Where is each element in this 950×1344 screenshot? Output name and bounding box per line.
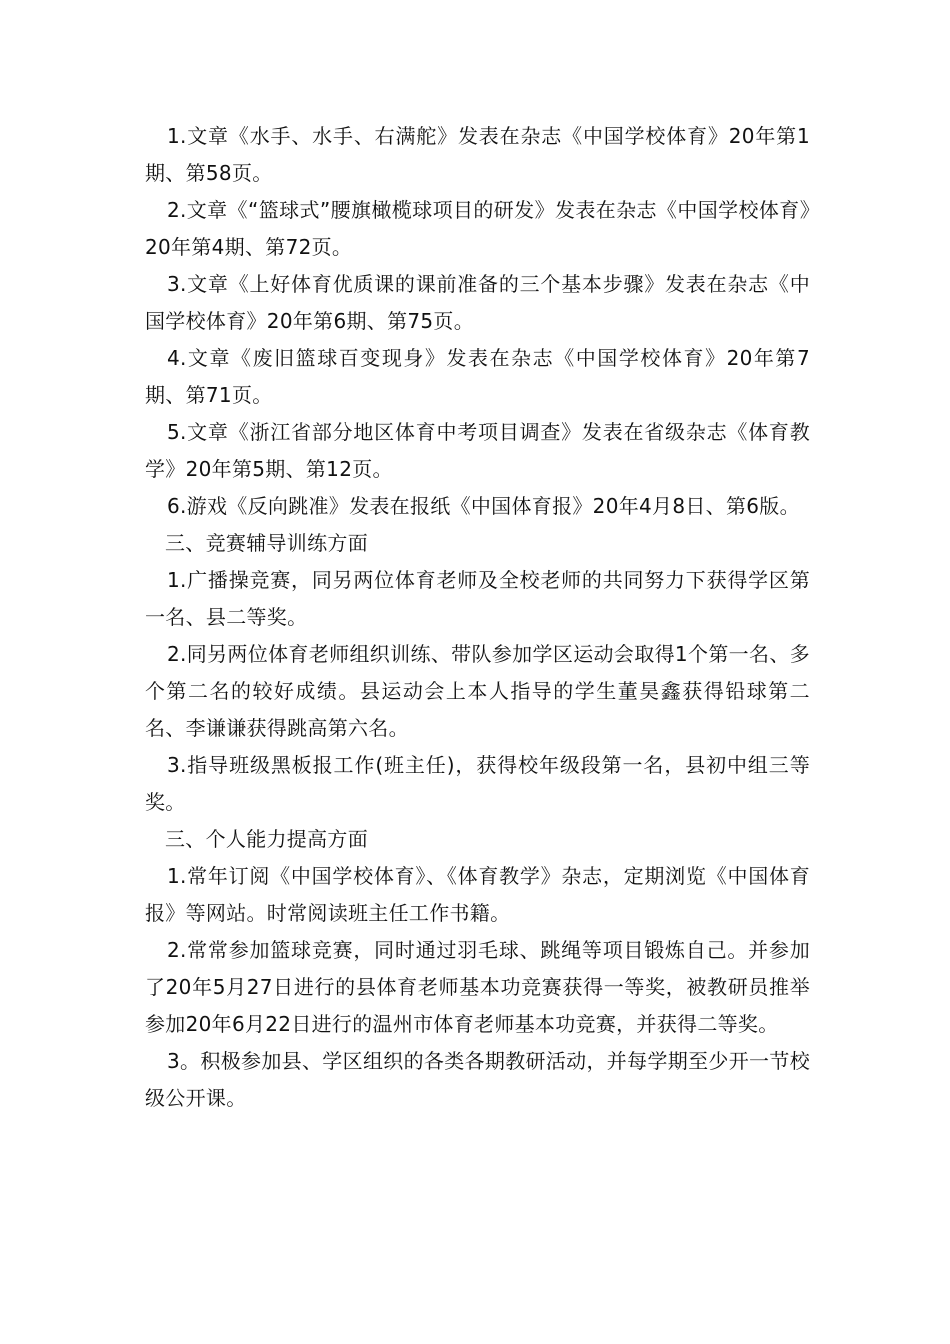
article-item-2: 2.文章《“篮球式”腰旗橄榄球项目的研发》发表在杂志《中国学校体育》20年第4期、第72页。 bbox=[145, 198, 810, 259]
competition-item-1: 1.广播操竞赛，同另两位体育老师及全校老师的共同努力下获得学区第一名、县二等奖。 bbox=[145, 568, 810, 629]
ability-item-1: 1.常年订阅《中国学校体育》、《体育教学》杂志，定期浏览《中国体育报》等网站。时常阅读班主任工作书籍。 bbox=[145, 864, 810, 925]
ability-item-2: 2.常常参加篮球竞赛，同时通过羽毛球、跳绳等项目锻炼自己。并参加了20年5月27日进行的县体育老师基本功竞赛获得一等奖，被教研员推举参加20年6月22日进行的温州市体育老师基本功竞赛，并获得二等奖。 bbox=[145, 938, 810, 1036]
competition-item-2: 2.同另两位体育老师组织训练、带队参加学区运动会取得1个第一名、多个第二名的较好成绩。县运动会上本人指导的学生董昊鑫获得铅球第二名、李谦谦获得跳高第六名。 bbox=[145, 642, 810, 740]
section-heading-ability: 三、个人能力提高方面 bbox=[165, 827, 368, 851]
competition-item-3: 3.指导班级黑板报工作(班主任)，获得校年级段第一名，县初中组三等奖。 bbox=[145, 753, 810, 814]
article-item-4: 4.文章《废旧篮球百变现身》发表在杂志《中国学校体育》20年第7期、第71页。 bbox=[145, 346, 810, 407]
article-item-6: 6.游戏《反向跳准》发表在报纸《中国体育报》20年4月8日、第6版。 bbox=[167, 494, 800, 518]
ability-item-3: 3。积极参加县、学区组织的各类各期教研活动，并每学期至少开一节校级公开课。 bbox=[145, 1049, 810, 1110]
article-item-3: 3.文章《上好体育优质课的课前准备的三个基本步骤》发表在杂志《中国学校体育》20年第6期、第75页。 bbox=[145, 272, 810, 333]
article-item-5: 5.文章《浙江省部分地区体育中考项目调查》发表在省级杂志《体育教学》20年第5期、第12页。 bbox=[145, 420, 810, 481]
section-heading-competition: 三、竞赛辅导训练方面 bbox=[165, 531, 368, 555]
document-page bbox=[145, 118, 810, 1117]
article-item-1: 1.文章《水手、水手、右满舵》发表在杂志《中国学校体育》20年第1期、第58页。 bbox=[145, 124, 810, 185]
